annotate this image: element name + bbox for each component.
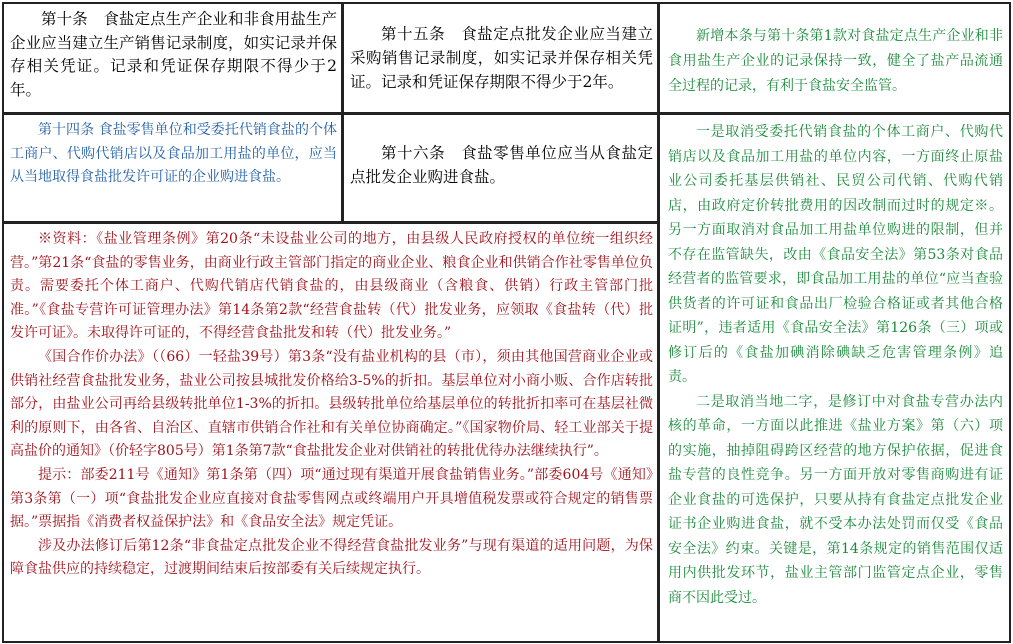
cell-reference-notes [4,224,657,642]
reference-paragraph-4: 涉及办法修订后第12条“非食盐定点批发企业不得经营食盐批发业务”与现有渠道的适用问题，为保障食盐供应的持续稳定，过渡期间结束后按部委有关后续规定执行。 [10,537,653,578]
reference-paragraph-1: ※资料：《盐业管理条例》第20条“未设盐业公司的地方，由县级人民政府授权的单位统一组织经营。”第21条“食盐的零售业务，由商业行政主管部门指定的商业企业、粮食企业和供销合作社零售单位负责。需要委托个体工商户、代购代销店代销食盐的，由县级商业（含粮食、供销）行政主管部门批准。”《食盐专营许可证管理办法》第14条第2款“经营食盐转（代）批发业务，应领取《食盐转（代）批发许可证》。未取得许可证的，不得经营食盐批发和转（代）批发业务。” [10,231,653,342]
cell-new-article-16 [344,116,657,220]
old-article-10-text: 第十条 食盐定点生产企业和非食用盐生产企业应当建立生产销售记录制度，如实记录并保存相关凭证。记录和凭证保存期限不得少于2年。 [10,10,337,99]
commentary-paragraph-1: 一是取消受委托代销食盐的个体工商户、代购代销店以及食品加工用盐的单位内容，一方面终止原盐业公司委托基层供销社、民贸公司代销、代购代销店，由政府定价转批费用的因改制而过时的规定※。另一方面取消对食品加工用盐单位购进的限制，但并不存在监管缺失，改由《食品安全法》第53条对食品经营者的监管要求，即食品加工用盐的单位“应当查验供货者的许可证和食品出厂检验合格证或者其他合格证明”，违者适用《食品安全法》第126条（三）项或修订后的《食盐加碘消除碘缺乏危害管理条例》追责。 [668,124,1003,385]
commentary-article-15-text: 新增本条与第十条第1款对食盐定点生产企业和非食用盐生产企业的记录保持一致，健全了盐产品流通全过程的记录，有利于食盐安全监管。 [668,28,1003,94]
reference-paragraph-2: 《国合作价办法》（（66）一轻盐39号）第3条“没有盐业机构的县（市），须由其他国营商业企业或供销社经营食盐批发业务，盐业公司按县城批发价格给3-5%的折扣。基层单位对小商小贩、合作店转批部分，由盐业公司再给县级转批单位1-3%的折扣。县级转批单位给基层单位的转批折扣率可在基层社微利的原则下，由各省、自治区、直辖市供销合作社和有关单位协商确定。”《国家物价局、轻工业部关于提高盐价的通知》（价轻字805号）第1条第7款“食盐批发企业对供销社的转批优待办法继续执行”。 [10,348,653,460]
commentary-paragraph-2: 二是取消当地二字，是修订中对食盐专营办法内核的革命，一方面以此推进《盐业方案》第（六）项的实施，抽掉阻碍跨区经营的地方保护依据，促进食盐专营的良性竞争。另一方面开放对零售商购进有证企业食盐的可选保护，只要从持有食盐定点批发企业证书企业购进食盐，就不受本办法处罚而仅受《食品安全法》约束。关键是，第14条规定的销售范围仅适用内供批发环节，盐业主管部门监管定点企业，零售商不因此受过。 [668,393,1003,606]
cell-old-article-10 [4,4,341,112]
old-article-14-text: 第十四条 食盐零售单位和受委托代销食盐的个体工商户、代购代销店以及食品加工用盐的单位，应当从当地取得食盐批发许可证的企业购进食盐。 [10,122,337,185]
cell-commentary-article-16 [660,116,1009,642]
cell-new-article-15 [344,4,657,112]
new-article-16-text: 第十六条 食盐零售单位应当从食盐定点批发企业购进食盐。 [350,144,653,186]
reference-paragraph-3: 提示：部委211号《通知》第1条第（四）项“通过现有渠道开展食盐销售业务。”部委604号《通知》第3条第（一）项“食盐批发企业应直接对食盐零售网点或终端用户开具增值税发票或符合规定的销售票据。”票据指《消费者权益保护法》和《食品安全法》规定凭证。 [10,466,653,531]
row-divider-1 [2,112,1011,115]
cell-commentary-article-15 [660,4,1009,112]
cell-old-article-14 [4,116,341,220]
table-border-right [1009,2,1011,643]
new-article-15-text: 第十五条 食盐定点批发企业应当建立采购销售记录制度，如实记录并保存相关凭证。记录和凭证保存期限不得少于2年。 [350,25,653,91]
